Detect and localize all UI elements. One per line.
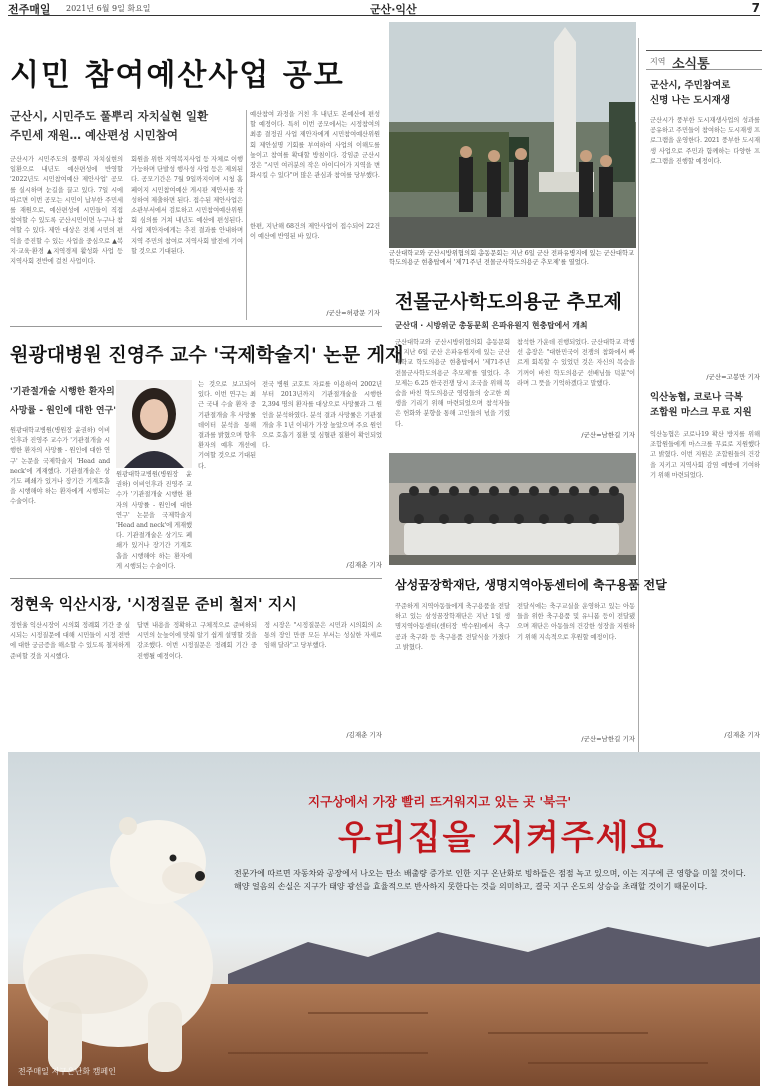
ad-body: 전문가에 따르면 자동차와 공장에서 나오는 탄소 배출량 증가로 인한 지구 온난화로 빙하들은 점점 녹고 있으며, 이는 지구에 큰 영향을 미칠 것이다. 해양 얼음의 손실은 지구가 태양 광선을 효율적으로 반사하지 못한다는 것을 의미하고, 결국 지구 온도의 상승을 초래할 것이기 때문이다. <box>234 869 746 891</box>
article2-col3: 전국 병원 코호트 자료를 이용하여 2002년부터 2013년까지 기관절개술을 시행한 2,394 명의 환자를 대상으로 사망률과 그 원인을 분석하였다. 분석 결과 사망률은 기관절개술 후 1년 이내가 가장 높았으며 주요 원인으로 호흡기 질환 및 심혈관 질환이 확인되었다. <box>262 381 382 450</box>
group-photo <box>389 453 636 565</box>
article2-byline: /김재춘 기자 <box>346 561 382 569</box>
article5-headline: 정현욱 익산시장, '시정질문 준비 철저' 지시 <box>10 595 297 613</box>
ad-title: 우리집을 지켜주세요 <box>338 818 666 858</box>
sidebar-item1-body: 군산시가 풍부한 도시재생사업의 성과를 공유하고 주민들이 참여하는 도시재생 프로그램을 운영한다. 2021 풍부한 도시재생 사업으로 주민과 함께하는 다양한 프로그램을 진행할 예정이다. <box>650 117 760 165</box>
article4-byline: /군산=남한길 기자 <box>581 735 635 743</box>
article1-col3: 예산참여 과정을 거친 후 내년도 본예산에 편성할 예정이다. 특히 이번 공모에서는 시정참여의 최종 결정권 사업 제안자에게 시민참여예산위원회 제안설명 기회를 부여하여 사업의 이해도를 높이고 참여를 확대할 방침이다. 강임준 군산시장은 "시민 여러분의 작은 아이디어가 지역을 변화시킬 수 있다"며 많은 관심과 참여를 당부했다. <box>250 111 380 180</box>
sidebar-tag: 지역 <box>650 57 666 66</box>
article1-sub1: 군산시, 시민주도 풀뿌리 자치실현 일환 <box>10 109 209 123</box>
article5-col3: 정 시장은 "시정질문은 시민과 시의회의 소통의 장인 만큼 모든 부서는 성실한 자세로 임해 달라"고 당부했다. <box>264 622 382 650</box>
section-title: 군산·익산 <box>370 3 417 16</box>
sidebar-item1-headline-line2: 신명 나는 도시재생 <box>650 95 731 106</box>
article5-col2: 답변 내용을 정확하고 구체적으로 준비하되 시민의 눈높이에 맞춰 알기 쉽게 설명할 것을 강조했다. 이번 시정질문은 정례회 기간 중 진행될 예정이다. <box>137 622 257 660</box>
group-photo-graphic <box>389 453 636 565</box>
article3-col1: 군산대학교와 군산시방위협의회 총동문회는 지난 6일 군산 은파유원지에 있는 군산대학교 학도의용군 현충탑에서 '제71주년 전몰군사학도의용군 추모제'를 열었다. 추모제는 6.25 한국전쟁 당시 조국을 위해 목숨을 바친 학도의용군 영령들의 숭고한 희생을 기리기 위해 마련되었으며 참석자들은 헌화와 분향을 통해 고인들의 넋을 기렸다. <box>395 339 510 428</box>
article1-col1: 군산시가 시민주도의 풀뿌리 자치실현의 일환으로 내년도 예산편성에 반영할 '2022년도 시민참여예산 제안사업' 공모를 실시하며 눈길을 끌고 있다. 7일 시에 따르면 이번 공모는 시민이 납부한 주민세를 재원으로, 예산편성에 시민들이 직접 참여할 수 있도록 군산시민이면 누구나 참여할 수 있다. 제안 대상은 전체 시민의 편익을 증진할 수 있는 사업을 중심으로 ▲복지·교육·환경 ▲지역경제 활성화 사업 등 지역사회 전반에 걸친 사업이다. <box>10 156 123 266</box>
article1-divider <box>246 110 247 320</box>
sidebar-header <box>646 50 762 70</box>
masthead <box>8 0 760 16</box>
memorial-photo-caption: 군산대학교와 군산시방위협의회 총동문회는 지난 6일 군산 전파유병지에 있는 군산대학교 학도의용군 현충탑에서 '제71주년 전몰군사학도의용군 추모제'를 열었다. <box>389 250 635 266</box>
page-number: 7 <box>751 1 760 15</box>
article4-headline: 삼성꿈장학재단, 생명지역아동센터에 축구용품 전달 <box>395 578 667 592</box>
article2-top-rule <box>10 326 382 327</box>
sidebar-item1-byline: /군산=고봉만 기자 <box>706 373 760 381</box>
sidebar-item2-headline-line2: 조합원 마스크 무료 지원 <box>650 407 752 418</box>
masthead-logo: 전주매일 <box>8 3 51 16</box>
article1-byline: /군산=허광문 기자 <box>326 309 380 317</box>
article1-headline: 시민 참여예산사업 공모 <box>10 58 345 93</box>
article4-col1: 꾸준하게 지역아동들에게 축구용품을 전달하고 있는 삼성꿈장학재단은 지난 1일 생명지역아동센터(센터장 박수원)에서 축구공과 축구화 등 축구용품 전달식을 가졌다고 밝혔다. <box>395 603 510 651</box>
article3-sub: 군산대 · 시방위군 총동문회 은파유원지 현충탑에서 개최 <box>395 321 588 330</box>
climate-ad <box>8 752 760 1086</box>
article5-col1: 정헌율 익산시장이 시의회 정례회 기간 중 실시되는 시정질문에 대해 시민들이 시정 전반에 대한 궁금증을 해소할 수 있도록 철저하게 준비할 것을 지시했다. <box>10 622 130 660</box>
article1-col3b: 한편, 지난해 68건의 제안사업이 접수되어 22건이 예산에 반영된 바 있다. <box>250 223 380 241</box>
sidebar-item1-headline-line1: 군산시, 주민참여로 <box>650 80 731 91</box>
sidebar-item2-headline <box>650 390 760 420</box>
article5-byline: /김재춘 기자 <box>346 731 382 739</box>
professor-portrait-graphic <box>116 380 192 468</box>
professor-portrait <box>116 380 192 468</box>
article2-intro <box>10 383 116 421</box>
masthead-date: 2021년 6월 9일 화요일 <box>66 4 151 13</box>
article1-col2: 회원을 위한 지역복지사업 등 자체로 이행 가능하며 단발성 행사성 사업 등은 제외된다. 공모기간은 7월 9일까지이며 시청 홈페이지 시민참여예산 게시판 제안서를 작성하여 제출하면 된다. 접수된 제안사업은 소관부서에서 검토하고 시민참여예산위원회 심의를 거쳐 내년도 예산에 편성된다. 사업 제안자에게는 추진 결과를 안내하며 지역 주민의 참여로 지역사회 발전에 기여할 것으로 기대된다. <box>131 156 243 255</box>
sidebar-title: 소식통 <box>672 57 710 72</box>
article2-col1b: 원광대학교병원(병원장 윤권하) 이비인후과 진영주 교수가 '기관절개술 시행한 환자의 사망률 - 원인에 대한 연구' 논문을 국제학술지 'Head and neck'에 게재했다. 기관절개술은 상기도 폐쇄가 있거나 장기간 기계호흡을 시행해야 하는 환자에게 시행되는 수술이다. <box>116 471 192 570</box>
article2-intro-line2: 사망률 - 원인에 대한 연구' <box>10 406 116 416</box>
sidebar-item2-byline: /김재춘 기자 <box>724 731 760 739</box>
article1-sub2: 주민세 재원… 예산편성 시민참여 <box>10 128 178 142</box>
sidebar-item2-body: 익산농협은 코로나19 확산 방지를 위해 조합원들에게 마스크를 무료로 지원했다고 밝혔다. 이번 지원은 조합원들의 건강을 지키고 지역사회 감염 예방에 기여하기 위해 마련되었다. <box>650 431 760 479</box>
memorial-photo <box>389 22 636 248</box>
sidebar-divider <box>638 38 639 778</box>
article4-col2: 전달식에는 축구교실을 운영하고 있는 아동들을 위한 축구용품 및 유니폼 등이 전달됐으며 재단은 아동들의 건강한 성장을 지원하기 위해 지속적으로 후원할 예정이다. <box>517 603 635 641</box>
article3-col2: 참석한 가운데 진행되었다. 군산대학교 곽병선 총장은 "대한민국이 전쟁의 참화에서 빠르게 회복할 수 있었던 것은 자신의 목숨을 기꺼이 바친 학도의용군 선배님들 덕분"이라며 그 뜻을 기억하겠다고 말했다. <box>517 339 635 387</box>
article2-intro-line1: '기관절개술 시행한 환자의 <box>10 387 115 397</box>
article2-col2: 는 것으로 보고되어 있다. 이번 연구는 최근 국내 수술 환자 중 기관절개술 후 사망률 데이터 분석을 통해 결과를 밝혔으며 향후 환자의 예후 개선에 기여할 것으로 기대된다. <box>198 381 256 470</box>
ad-tagline: 지구상에서 가장 빨리 뜨거워지고 있는 곳 '북극' <box>308 794 572 809</box>
sidebar-item1-headline <box>650 78 760 108</box>
article3-headline: 전몰군사학도의용군 추모제 <box>395 291 622 313</box>
article2-headline: 원광대병원 진영주 교수 '국제학술지' 논문 게재 <box>10 344 404 366</box>
ad-credit: 전주매일 지구온난화 캠페인 <box>18 1067 116 1076</box>
article2-col1: 원광대학교병원(병원장 윤권하) 이비인후과 진영주 교수가 '기관절개술 시행한 환자의 사망률 - 원인에 대한 연구' 논문을 국제학술지 'Head and neck'에 게재했다. 기관절개술은 상기도 폐쇄가 있거나 장기간 기계호흡을 시행해야 하는 환자에게 시행되는 수술이다. <box>10 427 110 506</box>
sidebar-item2-headline-line1: 익산농협, 코로나 극복 <box>650 392 743 403</box>
article5-top-rule <box>10 578 382 579</box>
article3-byline: /군산=남한길 기자 <box>581 431 635 439</box>
memorial-photo-graphic <box>389 22 636 248</box>
